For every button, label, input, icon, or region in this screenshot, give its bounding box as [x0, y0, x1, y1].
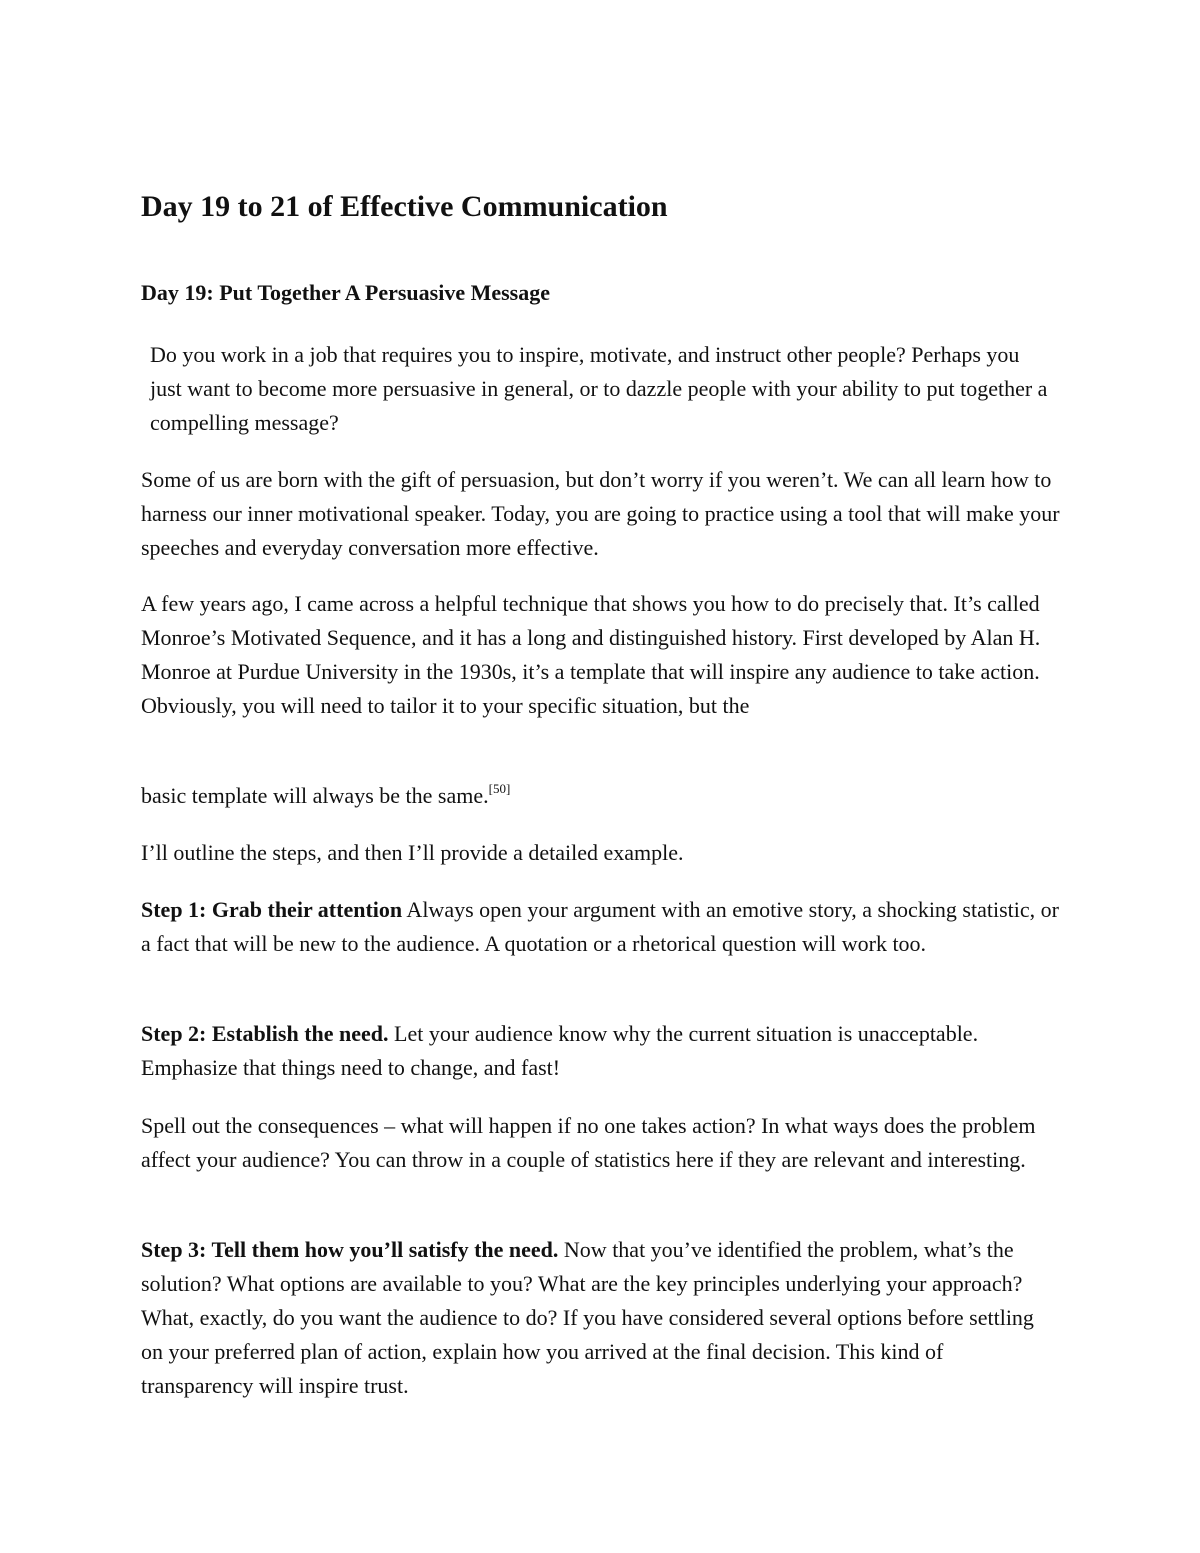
- monroe-paragraph: A few years ago, I came across a helpful technique that shows you how to do precisely that. It’s called Monroe’s Motivated Sequence, and it has a long and distinguished history. First developed by Alan H. Monroe at Purdue University in the 1930s, it’s a template that will inspire any audience to take action. Obviously, you will need to tailor it to your specific situation, but the: [141, 591, 1041, 718]
- step-1-label: Step 1: Grab their attention: [141, 897, 403, 922]
- step-1-paragraph: [141, 893, 1061, 961]
- step-3-paragraph: [141, 1233, 1061, 1403]
- outline-paragraph: I’ll outline the steps, and then I’ll provide a detailed example.: [141, 840, 684, 865]
- section-heading: Day 19: Put Together A Persuasive Message: [141, 280, 551, 305]
- step-2-text: Let your audience know why the current situation is unacceptable. Emphasize that things need to change, and fast!: [141, 1021, 979, 1080]
- step-2-paragraph: [141, 1017, 1061, 1085]
- consequences-paragraph: Spell out the consequences – what will happen if no one takes action? In what ways does the problem affect your audience? You can throw in a couple of statistics here if they are relevant and interesting.: [141, 1113, 1036, 1172]
- persuasion-paragraph: Some of us are born with the gift of persuasion, but don’t worry if you weren’t. We can all learn how to harness our inner motivational speaker. Today, you are going to practice using a tool that will make your speeches and everyday conversation more effective.: [141, 467, 1060, 560]
- footnote-reference[interactable]: [50]: [488, 780, 511, 796]
- template-text: basic template will always be the same.: [141, 783, 489, 808]
- template-paragraph: [141, 779, 1061, 813]
- document-title: Day 19 to 21 of Effective Communication: [141, 190, 668, 223]
- step-3-text: Now that you’ve identified the problem, what’s the solution? What options are available to you? What are the key principles underlying your approach? What, exactly, do you want the audience to do? If you have considered several options before settling on your preferred plan of action, explain how you arrived at the final decision. This kind of transparency will inspire trust.: [141, 1237, 1034, 1398]
- step-3-label: Step 3: Tell them how you’ll satisfy the need.: [141, 1237, 559, 1262]
- step-2-label: Step 2: Establish the need.: [141, 1021, 389, 1046]
- step-1-text: Always open your argument with an emotive story, a shocking statistic, or a fact that will be new to the audience. A quotation or a rhetorical question will work too.: [141, 897, 1059, 956]
- intro-paragraph: Do you work in a job that requires you to inspire, motivate, and instruct other people? Perhaps you just want to become more persuasive in general, or to dazzle people with your ability to put together a compelling message?: [150, 342, 1048, 435]
